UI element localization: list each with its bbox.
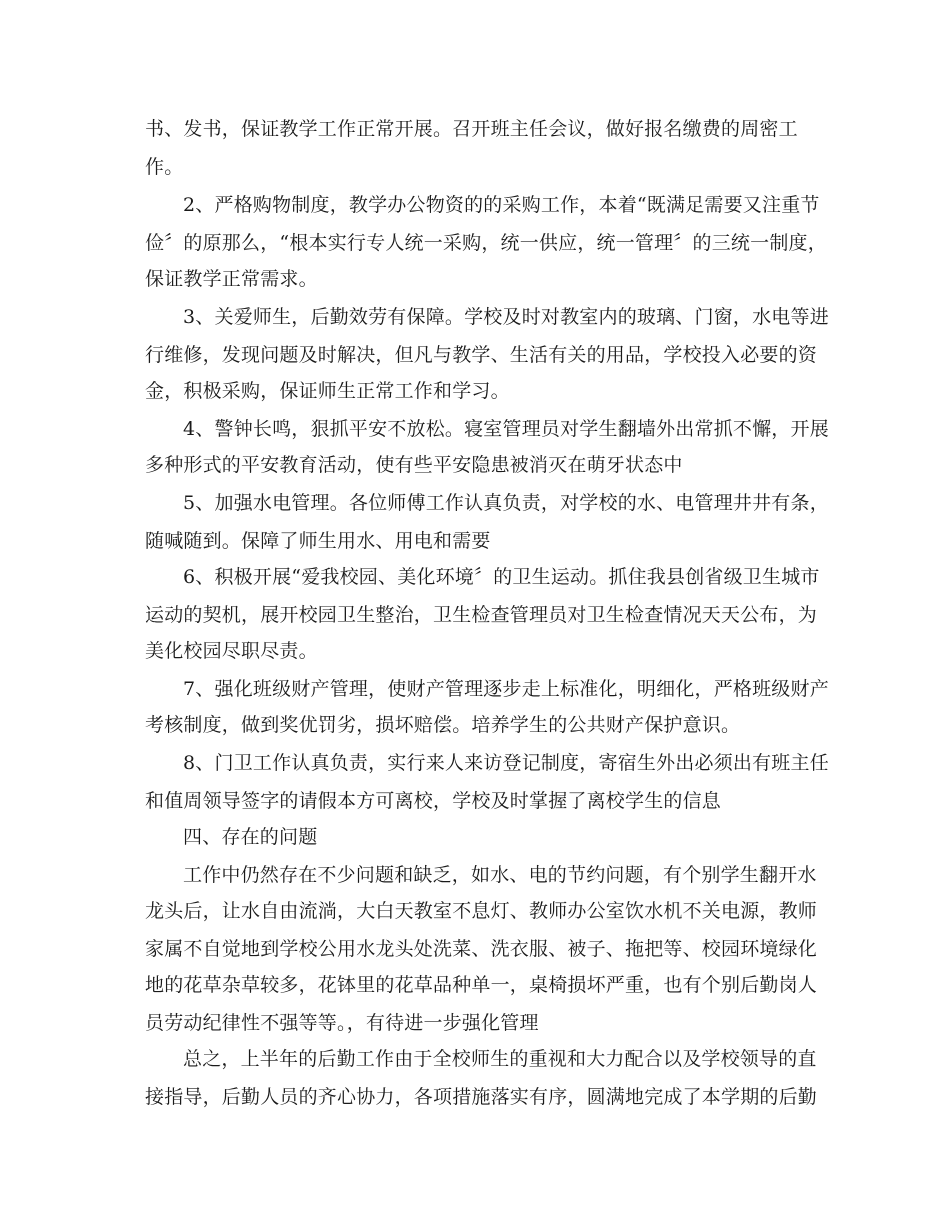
text-line: 接指导，后勤人员的齐心协力，各项措施落实有序，圆满地完成了本学期的后勤 — [145, 1086, 818, 1108]
text-line: 行维修，发现问题及时解决，但凡与教学、生活有关的用品，学校投入必要的资 — [145, 344, 818, 366]
text-line: 保证教学正常需求。 — [145, 268, 318, 290]
section-heading: 四、存在的问题 — [183, 826, 318, 848]
text-line: 地的花草杂草较多，花钵里的花草品种单一，桌椅损坏严重，也有个别后勤岗人 — [145, 974, 818, 996]
text-line: 作。 — [145, 156, 184, 178]
paragraph-start-line: 6、积极开展“爱我校园、美化环境〞的卫生运动。抓住我县创省级卫生城市 — [183, 566, 820, 588]
text-line: 金，积极采购，保证师生正常工作和学习。 — [145, 380, 510, 402]
paragraph-start-line: 5、加强水电管理。各位师傅工作认真负责，对学校的水、电管理井井有条， — [183, 492, 829, 514]
paragraph-start-line: 工作中仍然存在不少问题和缺乏，如水、电的节约问题，有个别学生翻开水 — [183, 864, 817, 886]
text-line: 随喊随到。保障了师生用水、用电和需要 — [145, 530, 491, 552]
paragraph-start-line: 7、强化班级财产管理，使财产管理逐步走上标准化，明细化，严格班级财产 — [183, 678, 829, 700]
paragraph-start-line: 4、警钟长鸣，狠抓平安不放松。寝室管理员对学生翻墙外出常抓不懈，开展 — [183, 418, 829, 440]
paragraph-start-line: 3、关爱师生，后勤效劳有保障。学校及时对教室内的玻璃、门窗，水电等进 — [183, 306, 829, 328]
text-line: 和值周领导签字的请假本方可离校，学校及时掌握了离校学生的信息 — [145, 790, 722, 812]
text-line: 龙头后，让水自由流淌，大白天教室不息灯、教师办公室饮水机不关电源，教师 — [145, 900, 818, 922]
paragraph-start-line: 总之，上半年的后勤工作由于全校师生的重视和大力配合以及学校领导的直 — [183, 1048, 817, 1070]
text-line: 家属不自觉地到学校公用水龙头处洗菜、洗衣服、被子、拖把等、校园环境绿化 — [145, 938, 818, 960]
paragraph-start-line: 2、严格购物制度，教学办公物资的的采购工作，本着“既满足需要又注重节 — [183, 194, 820, 216]
text-line: 考核制度，做到奖优罚劣，损坏赔偿。培养学生的公共财产保护意识。 — [145, 714, 741, 736]
paragraph-start-line: 8、门卫工作认真负责，实行来人来访登记制度，寄宿生外出必须出有班主任 — [183, 752, 829, 774]
text-line: 书、发书，保证教学工作正常开展。召开班主任会议，做好报名缴费的周密工 — [145, 118, 798, 140]
text-line: 俭〞的原那么，“根本实行专人统一采购，统一供应，统一管理〞的三统一制度， — [145, 232, 827, 254]
text-line: 员劳动纪律性不强等等。，有待进一步强化管理 — [145, 1012, 539, 1034]
text-line: 多种形式的平安教育活动，使有些平安隐患被消灭在萌牙状态中 — [145, 454, 683, 476]
text-line: 美化校园尽职尽责。 — [145, 640, 318, 662]
text-line: 运动的契机，展开校园卫生整治，卫生检查管理员对卫生检查情况天天公布，为 — [145, 604, 818, 626]
